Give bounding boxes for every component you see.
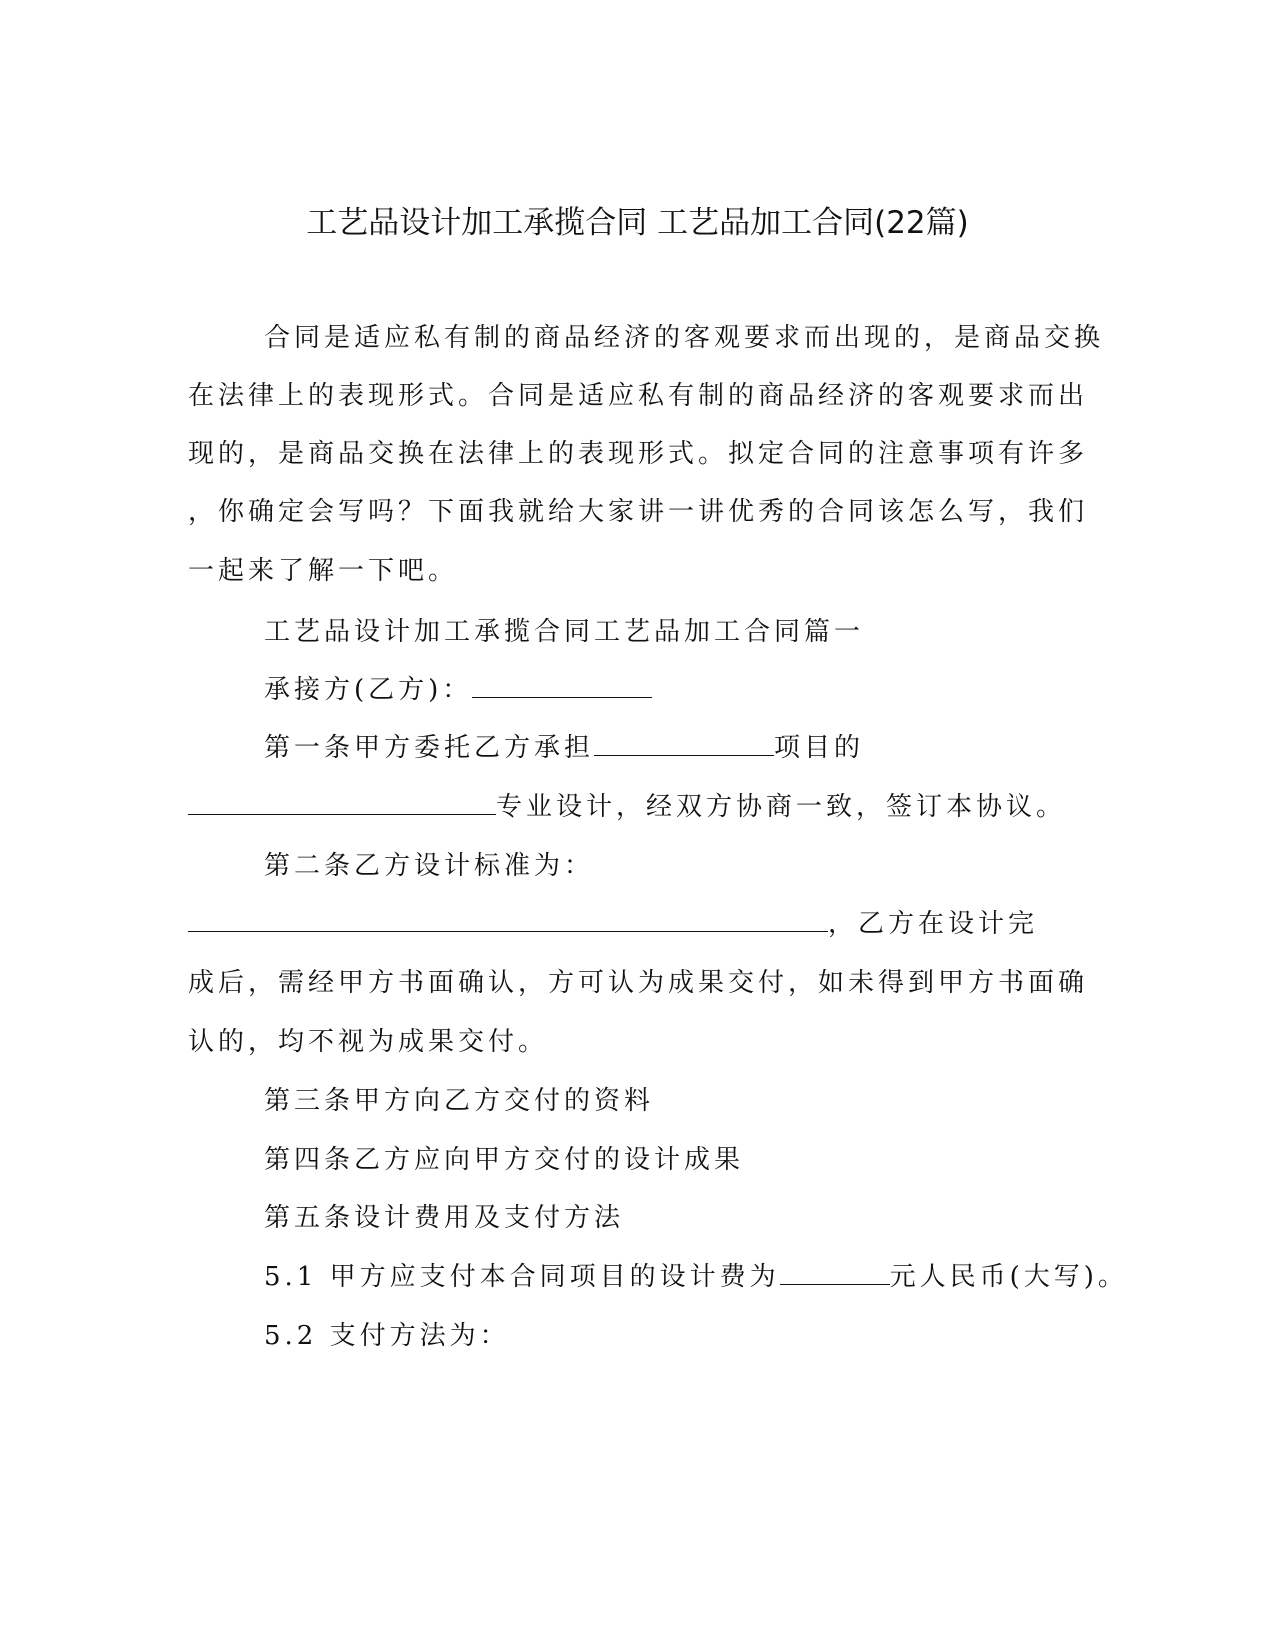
- article-1-line-2: [188, 787, 1066, 827]
- clause-5-2: 5.2 支付方法为：: [264, 1321, 510, 1351]
- article-2-part-1: ，乙方在设计完: [828, 909, 1039, 939]
- article-2-heading: 第二条乙方设计标准为：: [264, 851, 595, 881]
- intro-line-4: ，你确定会写吗？下面我就给大家讲一讲优秀的合同该怎么写，我们: [188, 497, 1089, 527]
- article-2-line-3: 认的，均不视为成果交付。: [188, 1027, 549, 1057]
- intro-line-2: 在法律上的表现形式。合同是适应私有制的商品经济的客观要求而出: [188, 381, 1089, 411]
- article-3: 第三条甲方向乙方交付的资料: [264, 1086, 655, 1116]
- article-1-part-3: 专业设计，经双方协商一致，签订本协议。: [496, 792, 1067, 822]
- project-blank: [594, 729, 774, 756]
- article-2-line-1: [188, 904, 1038, 944]
- article-1-part-2: 项目的: [774, 733, 865, 763]
- contractor-line: [264, 670, 652, 710]
- intro-line-1: 合同是适应私有制的商品经济的客观要求而出现的，是商品交换: [264, 323, 1105, 353]
- article-2-line-2: 成后，需经甲方书面确认，方可认为成果交付，如未得到甲方书面确: [188, 968, 1089, 998]
- intro-line-3: 现的，是商品交换在法律上的表现形式。拟定合同的注意事项有许多: [188, 439, 1089, 469]
- clause-5-1: [264, 1257, 1128, 1297]
- article-4: 第四条乙方应向甲方交付的设计成果: [264, 1145, 745, 1175]
- section-heading: 工艺品设计加工承揽合同工艺品加工合同篇一: [264, 617, 865, 647]
- article-1-part-1: 第一条甲方委托乙方承担: [264, 733, 595, 763]
- contractor-label: 承接方(乙方)：: [264, 675, 473, 705]
- contractor-blank: [472, 671, 652, 698]
- article-1-line-1: [264, 728, 864, 768]
- clause-5-1-part-2: 元人民币(大写)。: [889, 1262, 1128, 1292]
- fee-blank: [780, 1258, 890, 1285]
- design-standard-blank: [188, 905, 828, 932]
- specialty-blank: [188, 788, 496, 815]
- article-5: 第五条设计费用及支付方法: [264, 1203, 625, 1233]
- document-title: 工艺品设计加工承揽合同 工艺品加工合同(22篇): [306, 205, 969, 241]
- clause-5-1-part-1: 5.1 甲方应支付本合同项目的设计费为: [264, 1262, 780, 1292]
- intro-line-5: 一起来了解一下吧。: [188, 556, 459, 586]
